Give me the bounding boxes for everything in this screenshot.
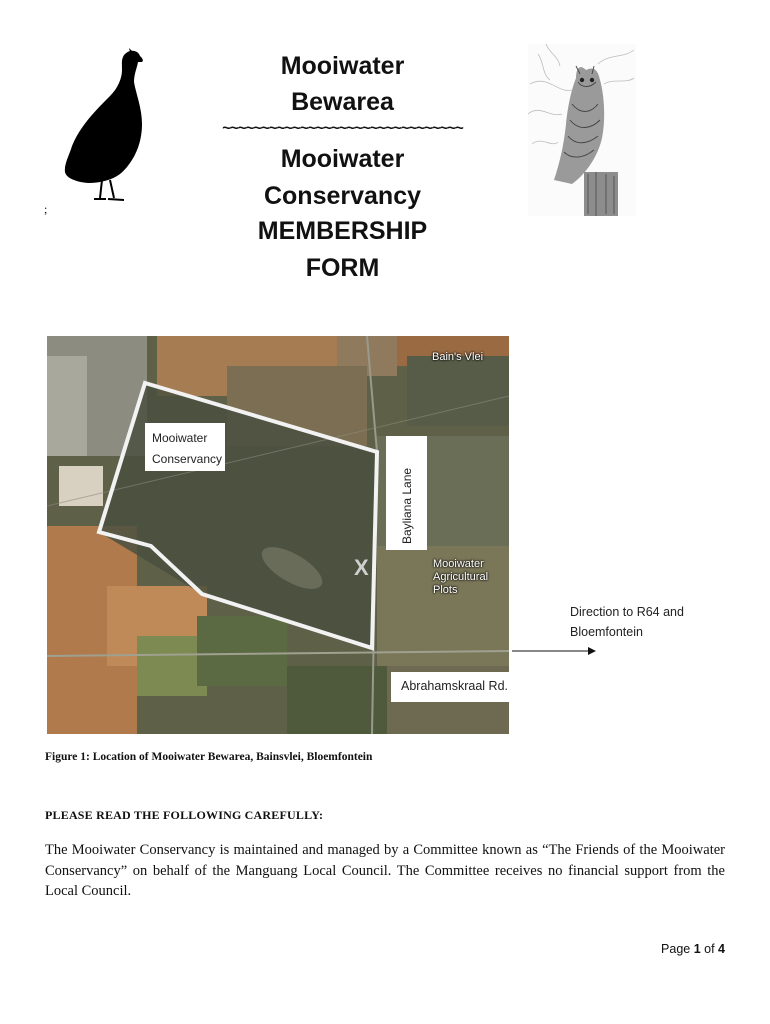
- plots-label-line1: Mooiwater: [433, 558, 484, 570]
- aerial-map-image: [47, 336, 509, 734]
- page-prefix: Page: [661, 942, 694, 956]
- bains-vlei-label: Bain's Vlei: [432, 351, 484, 363]
- subtitle-line1: Mooiwater: [280, 145, 405, 173]
- subtitle-line4: FORM: [305, 254, 380, 282]
- guineafowl-silhouette-icon: [58, 48, 153, 204]
- figure-caption: Figure 1: Location of Mooiwater Bewarea, Bainsvlei, Bloemfontein: [45, 751, 373, 763]
- map-marker: X: [354, 555, 369, 580]
- direction-label-line2: Bloemfontein: [570, 625, 643, 639]
- direction-arrow-icon: [510, 644, 600, 658]
- road-label: Abrahamskraal Rd.: [401, 679, 508, 693]
- subtitle-line3: MEMBERSHIP: [257, 217, 428, 245]
- page-current: 1: [693, 942, 701, 956]
- region-label-line1: Mooiwater: [152, 431, 208, 445]
- subtitle-line2: Conservancy: [263, 182, 422, 210]
- plots-label-line2: Agricultural Plots: [433, 571, 489, 596]
- page-number: [600, 942, 725, 956]
- page-of: of: [700, 942, 719, 956]
- body-paragraph: The Mooiwater Conservancy is maintained and managed by a Committee known as “The Friends of the Mooiwater Conservancy” on behalf of the Manguang Local Council. The Committee receives no financial support from the Local Council.: [45, 842, 725, 899]
- page-total: 4: [718, 942, 725, 956]
- page-title-line2: Bewarea: [291, 88, 394, 116]
- owl-sketch-image: [528, 44, 636, 216]
- page-title-line1: Mooiwater: [280, 52, 405, 80]
- aerial-map: [47, 336, 509, 734]
- stray-mark: ;: [44, 202, 48, 216]
- title-separator: ~~~~~~~~~~~~~~~~~~~~~~~~~~~~~~~: [222, 120, 463, 137]
- notice-heading: PLEASE READ THE FOLLOWING CAREFULLY:: [45, 808, 324, 822]
- direction-label-line1: Direction to R64 and: [570, 605, 684, 619]
- region-label-line2: Conservancy: [152, 452, 223, 466]
